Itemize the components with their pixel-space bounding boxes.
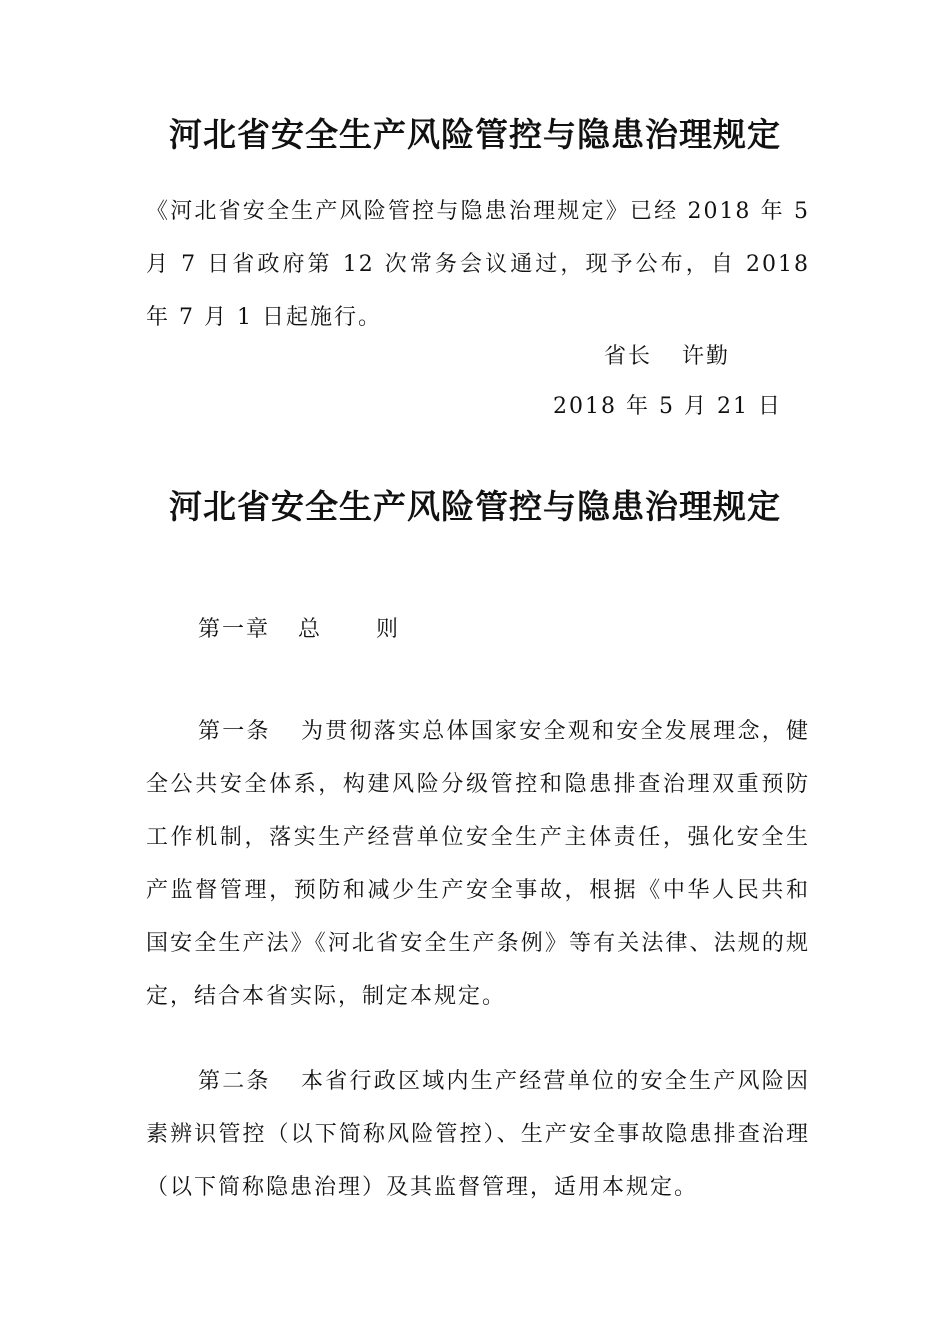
chapter-heading <box>198 615 400 645</box>
chapter-number: 第一章 <box>198 617 271 642</box>
signatory-name: 许勤 <box>682 344 731 369</box>
chapter-name-part-1: 总 <box>298 617 323 642</box>
article-text: 为贯彻落实总体国家安全观和安全发展理念，健全公共安全体系，构建风险分级管控和隐患排查治理双重预防工作机制，落实生产经营单位安全生产主体责任，强化安全生产监督管理，预防和减少生产安全事故，根据《中华人民共和国安全生产法》《河北省安全生产条例》等有关法律、法规的规定，结合本省实际，制定本规定。 <box>146 719 810 1009</box>
article-text: 本省行政区域内生产经营单位的安全生产风险因素辨识管控（以下简称风险管控）、生产安全事故隐患排查治理（以下简称隐患治理）及其监督管理，适用本规定。 <box>146 1069 810 1200</box>
document-title-main: 河北省安全生产风险管控与隐患治理规定 <box>169 487 781 526</box>
signatory <box>604 342 730 372</box>
promulgation-notice: 《河北省安全生产风险管控与隐患治理规定》已经 2018 年 5 月 7 日省政府第 12 次常务会议通过，现予公布，自 2018 年 7 月 1 日起施行。 <box>146 199 810 330</box>
chapter-name-part-2: 则 <box>376 617 401 642</box>
signatory-title: 省长 <box>604 344 653 369</box>
sign-date: 2018 年 5 月 21 日 <box>553 394 782 419</box>
article-number: 第一条 <box>198 719 271 744</box>
article-1 <box>146 705 810 1023</box>
article-number: 第二条 <box>198 1069 271 1094</box>
article-2 <box>146 1055 810 1214</box>
document-title-top: 河北省安全生产风险管控与隐患治理规定 <box>169 115 781 154</box>
